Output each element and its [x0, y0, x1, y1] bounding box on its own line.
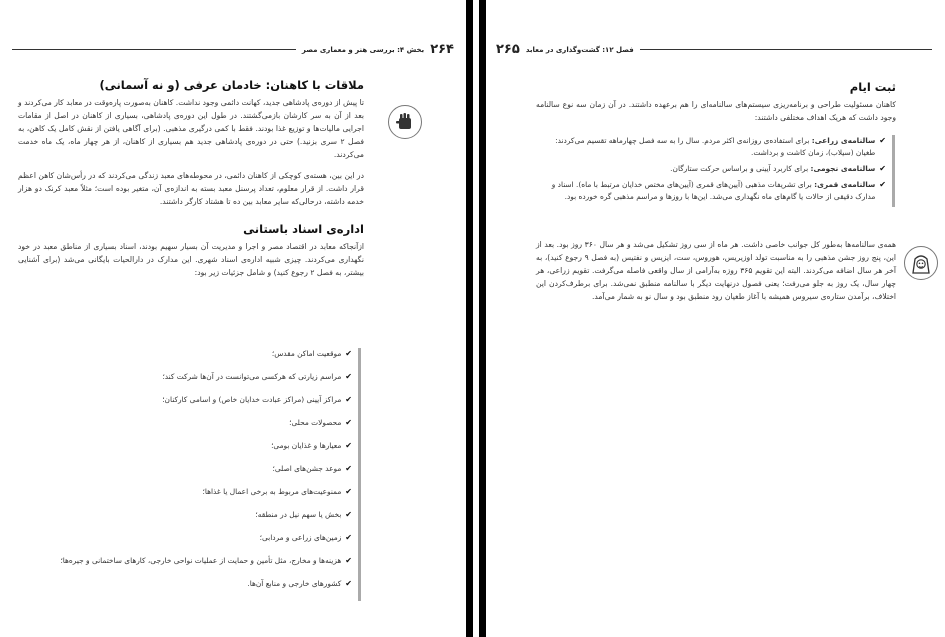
- calendar-list: [544, 135, 895, 207]
- list-item: ✔ بخش یا سهم نیل در منطقه؛: [255, 510, 352, 519]
- right-page-header: [496, 42, 932, 57]
- check-icon: ✔: [345, 418, 352, 427]
- paragraph: در این بین، هسته‌ی کوچکی از کاهنان دائمی، در محوطه‌های معبد زندگی می‌کردند که در رأس‌شان کاهن اعظم قرار داشت. از قرار معلوم، تعداد پرسنل معبد بسته به اندازه‌ی آن، متغیر بوده است؛ مثلاً معبد کرنک دو هزار خدمه داشته، درحالی‌که سایر معابد بین ده تا هشتاد کارگر داشتند.: [18, 171, 364, 206]
- check-icon: ✔: [345, 579, 352, 588]
- list-item: ✔ محصولات محلی؛: [289, 418, 352, 427]
- right-text-block-2: [536, 238, 896, 311]
- check-icon: ✔: [879, 180, 886, 189]
- list-item: ✔ موقعیت اماکن مقدس؛: [271, 349, 352, 358]
- check-icon: ✔: [345, 395, 352, 404]
- right-text-block: [536, 80, 896, 132]
- section-heading: ملاقات با کاهنان: خادمان عرفی (و نه آسمانی): [99, 78, 364, 92]
- running-title: بخش ۴: بررسی هنر و معماری مصر: [301, 45, 425, 54]
- check-icon: ✔: [879, 164, 886, 173]
- paragraph: تا پیش از دوره‌ی پادشاهی جدید، کهانت دائمی وجود نداشت. کاهنان به‌صورت پاره‌وقت در معابد کار می‌کردند و بعد از آن به سر کارشان بازمی‌گشتند. در طول این دوره‌ی پادشاهی، بسیاری از کاهنان در اصل از مقامات اجرایی مالیات‌ها و توزیع غذا بودند. فقط با کمی درگیری مذهبی. (برای آگاهی یافتن از نقش کامل یک کاهن، به فصل ۲ سری بزنید.) حتی در دوره‌ی پادشاهی جدید هم بسیاری از کاهنان، از هر چهار ماه، یک ماه خدمت می‌کردند.: [18, 98, 364, 159]
- list-item: ✔ موعد جشن‌های اصلی؛: [272, 464, 352, 473]
- check-icon: ✔: [345, 372, 352, 381]
- book-spine: [466, 0, 473, 637]
- pharaoh-face-icon: [904, 246, 938, 280]
- paragraph: کاهنان مسئولیت طراحی و برنامه‌ریزی سیستم‌های سالنامه‌ای را هم برعهده داشتند. در آن زمان سه نوع سالنامه وجود داشت که هریک اهداف مختلفی داشتند:: [536, 100, 896, 122]
- list-item: ✔ مراکز آیینی (مراکز عبادت خدایان خاص) و اسامی کارکنان؛: [162, 395, 352, 404]
- section-heading: اداره‌ی اسناد باستانی: [243, 222, 364, 236]
- list-item: ✔ ممنوعیت‌های مربوط به برخی اعمال یا غذاها؛: [202, 487, 352, 496]
- left-text-block: [18, 78, 364, 287]
- check-icon: ✔: [345, 556, 352, 565]
- list-item: ✔ سالنامه‌ی نجومی: برای کاربرد آیینی و براساس حرکت ستارگان.: [670, 164, 886, 173]
- check-icon: ✔: [879, 136, 886, 145]
- running-title: فصل ۱۲: گشت‌وگذاری در معابد: [525, 45, 634, 54]
- list-item: ✔ هزینه‌ها و مخارج، مثل تأمین و حمایت از عملیات نواحی خارجی، کارهای ساختمانی و جیره‌ها؛: [60, 556, 352, 565]
- header-rule: [12, 49, 296, 50]
- section-heading: ثبت ایام: [849, 80, 896, 94]
- list-item: ✔ کشورهای خارجی و منابع آن‌ها.: [247, 579, 352, 588]
- check-icon: ✔: [345, 441, 352, 450]
- list-item: ✔ سالنامه‌ی قمری: برای تشریفات مذهبی (آیین‌های قمری (آیین‌های مختص خدایان مرتبط با ماه). اسناد و مدارک دقیقی از حالات یا گام‌های ماه نگهداری می‌شد. این‌ها با روزها و مراسم مذهبی گره خورده بود.: [551, 180, 886, 201]
- left-page: [0, 0, 466, 637]
- page-number: ۲۶۴: [430, 42, 454, 57]
- left-page-header: [12, 42, 454, 57]
- header-rule: [640, 49, 932, 50]
- paragraph: همه‌ی سالنامه‌ها به‌طور کل جوانب خاصی داشت. هر ماه از سی روز تشکیل می‌شد و هر سال ۳۶۰ روز بود. بعد از این، پنج روز جشن مذهبی را به مناسبت تولد اوزیریس، هوروس، ست، ایزیس و نفتیس (به فصل ۹ رجوع کنید)، به آخر هر سال اضافه می‌کردند. البته این تقویم ۳۶۵ روزه به‌آرامی از سال واقعی فاصله می‌گرفت. تقویم زراعی، هر چهار سال، یک روز به جلو می‌رفت؛ یعنی فصول درنهایت دیگر با سالنامه منطبق نمی‌شد. برای برطرف‌کردن این اختلاف، برآمدن ستاره‌ی سیروس همیشه با آغاز طغیان رود منطبق بود و سال نو به شمار می‌آمد.: [536, 240, 896, 301]
- check-icon: ✔: [345, 349, 352, 358]
- list-item: ✔ سالنامه‌ی زراعی: برای استفاده‌ی روزانه‌ی اکثر مردم. سال را به سه فصل چهارماهه تقسیم می‌کردند: طغیان (سیلاب)، زمان کاشت و برداشت.: [555, 136, 886, 157]
- check-icon: ✔: [345, 487, 352, 496]
- right-page: [486, 0, 945, 637]
- list-item: ✔ مراسم زیارتی که هرکسی می‌توانست در آن‌ها شرکت کند؛: [162, 372, 352, 381]
- check-icon: ✔: [345, 464, 352, 473]
- list-item: ✔ زمین‌های زراعی و مردابی؛: [259, 533, 352, 542]
- book-spine: [479, 0, 486, 637]
- list-item: ✔ معیارها و غذایان بومی؛: [271, 441, 352, 450]
- bullet-list: [18, 348, 361, 601]
- check-icon: ✔: [345, 510, 352, 519]
- check-icon: ✔: [345, 533, 352, 542]
- paragraph: ازآنجاکه معابد در اقتصاد مصر و اجرا و مدیریت آن بسیار سهیم بودند، اسناد بسیاری از مناطق معبد در خود نگهداری می‌کردند. چیزی شبیه اداره‌ی اسناد شهری. این مدارک در دارالحیات بایگانی می‌شد (برای آشنایی بیشتر، به فصل ۲ رجوع کنید) و شامل جزئیات زیر بود:: [18, 242, 364, 277]
- page-number: ۲۶۵: [496, 42, 520, 57]
- hand-icon: [388, 105, 422, 139]
